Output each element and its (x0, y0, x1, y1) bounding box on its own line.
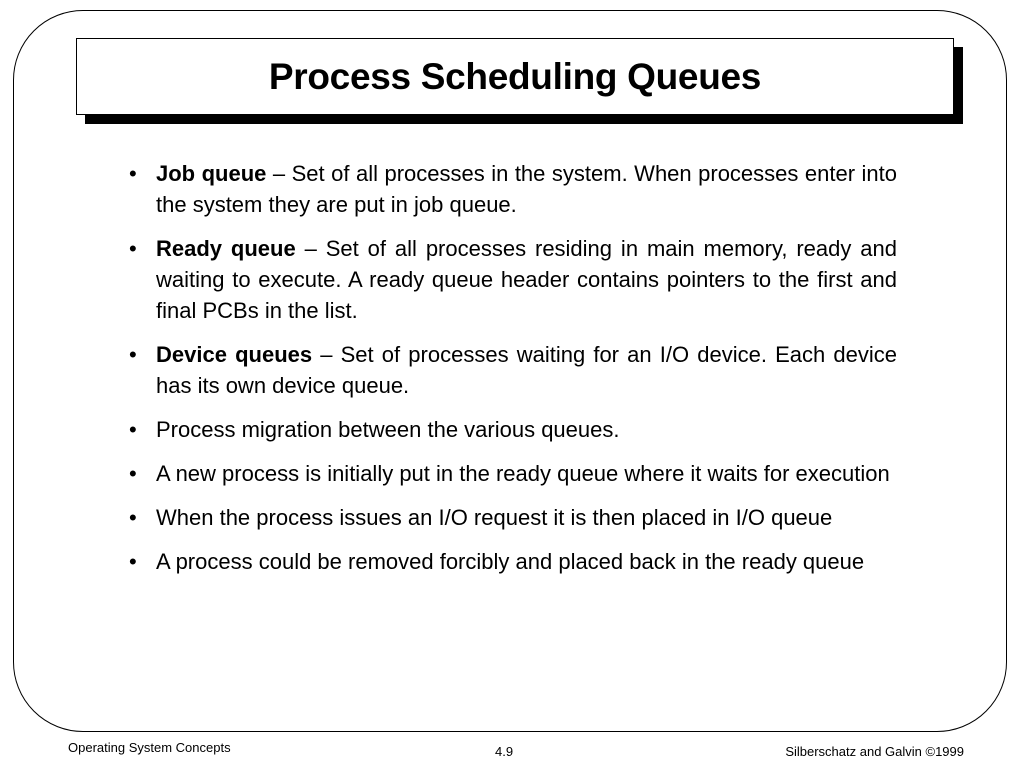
bullet-text: – Set of processes waiting for an I/O device. Each device has its own device queue. (156, 342, 897, 398)
title-box (76, 38, 954, 115)
bullet-text: A process could be removed forcibly and placed back in the ready queue (156, 549, 865, 574)
bullet-text: – Set of all processes in the system. When processes enter into the system they are put in job queue. (156, 161, 897, 217)
bullet-term: Device queues (156, 342, 313, 367)
bullet-item (129, 158, 897, 220)
bullet-text: A new process is initially put in the ready queue where it waits for execution (156, 461, 890, 486)
bullet-term: Ready queue (156, 236, 296, 261)
bullet-list (129, 158, 897, 590)
bullet-text: Process migration between the various queues. (156, 417, 620, 442)
bullet-term: Job queue (156, 161, 267, 186)
bullet-item (129, 414, 897, 445)
bullet-icon: • (129, 461, 137, 486)
footer-page-number: 4.9 (495, 744, 514, 759)
bullet-icon: • (129, 417, 137, 442)
bullet-icon: • (129, 236, 137, 261)
bullet-icon: • (129, 505, 137, 530)
bullet-icon: • (129, 549, 137, 574)
slide-title: Process Scheduling Queues (268, 55, 762, 97)
bullet-item (129, 458, 897, 489)
footer-copyright: Silberschatz and Galvin ©1999 (785, 744, 964, 759)
bullet-text: When the process issues an I/O request it is then placed in I/O queue (156, 505, 833, 530)
bullet-item (129, 502, 897, 533)
bullet-text: – Set of all processes residing in main memory, ready and waiting to execute. A ready queue header contains pointers to the first and final PCBs in the list. (156, 236, 897, 323)
bullet-icon: • (129, 161, 137, 186)
bullet-item (129, 546, 897, 577)
footer-course-title: Operating System Concepts (68, 740, 231, 755)
bullet-icon: • (129, 342, 137, 367)
bullet-item (129, 233, 897, 326)
bullet-item (129, 339, 897, 401)
